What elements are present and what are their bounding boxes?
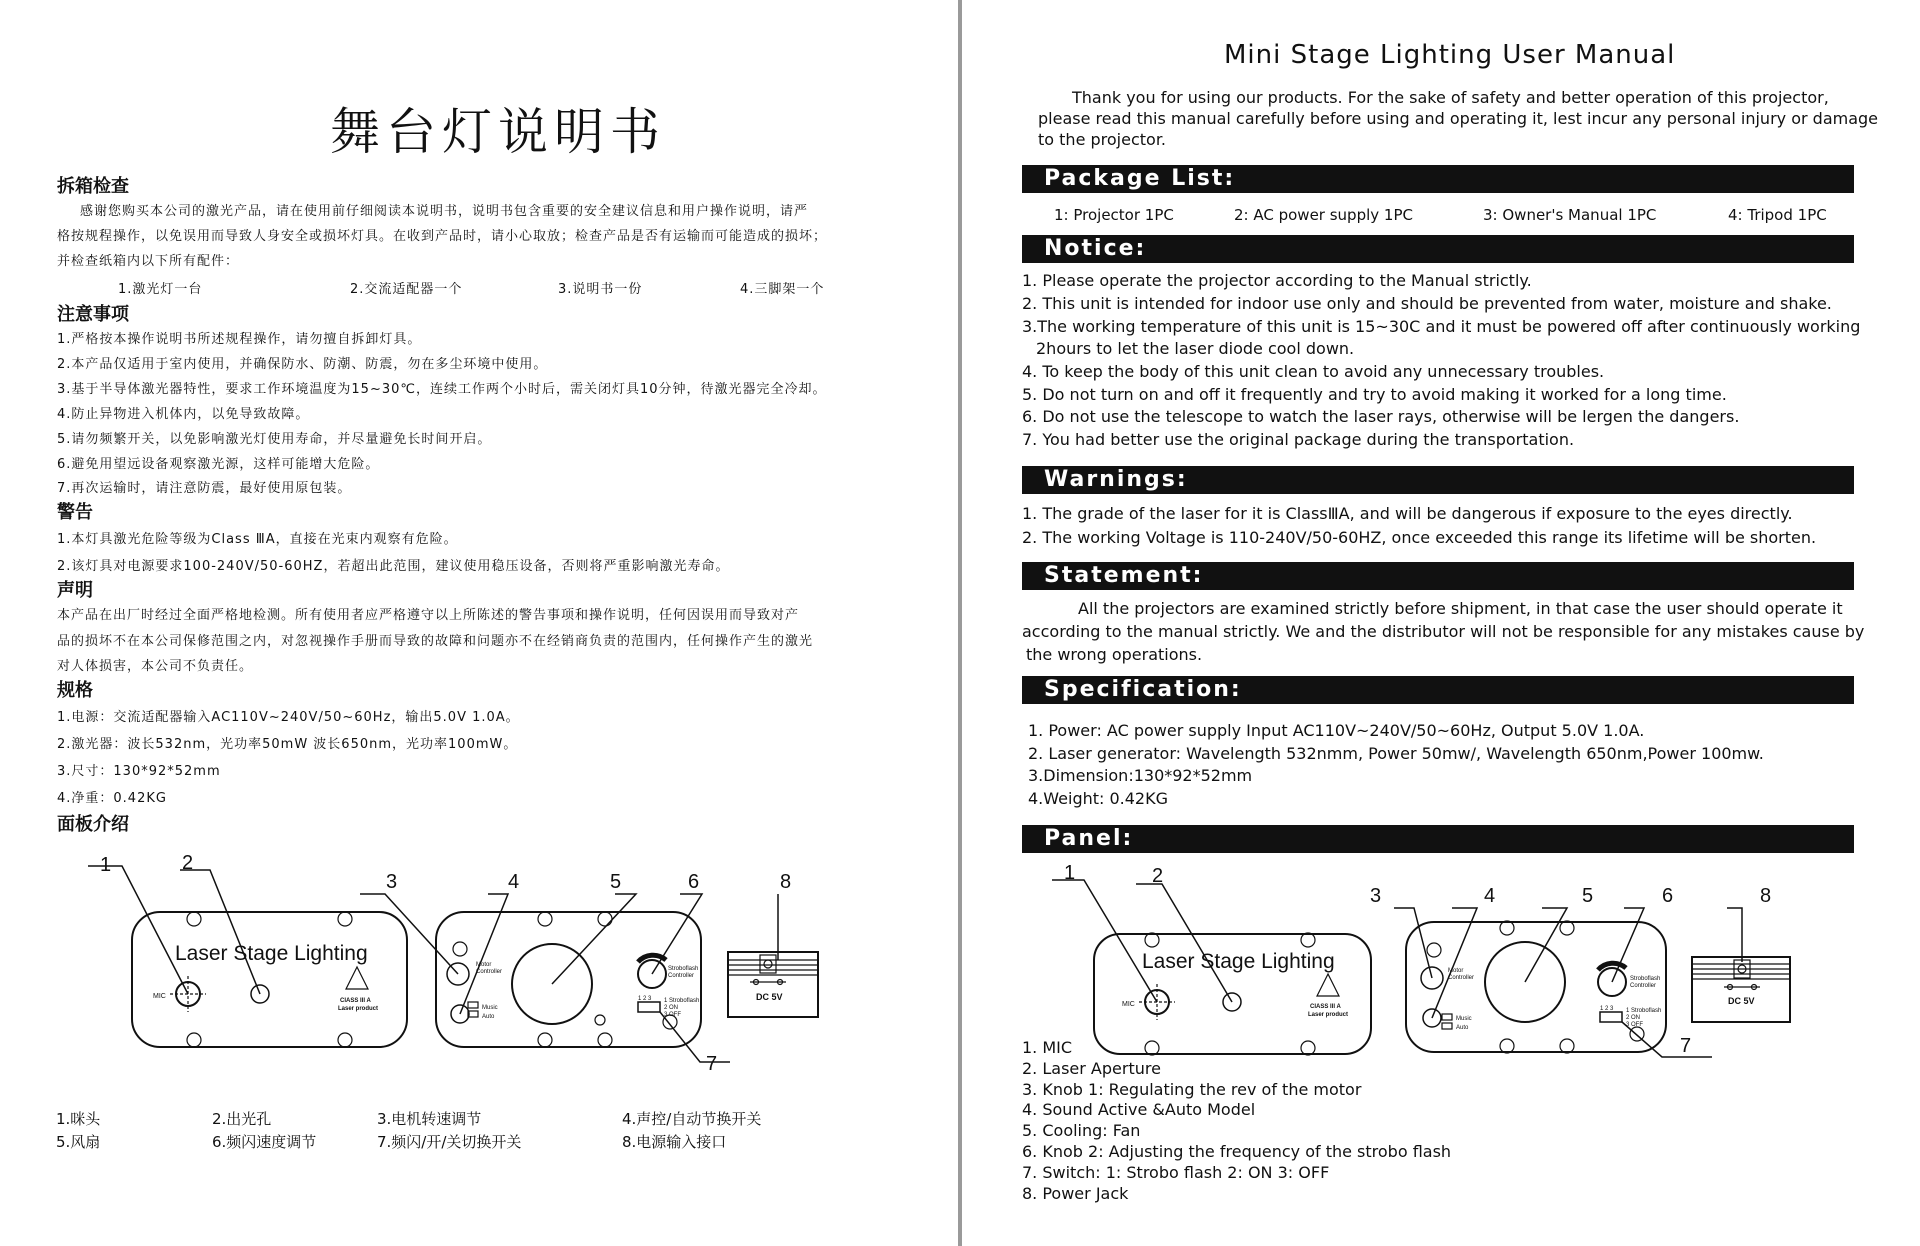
page-title: 舞台灯说明书	[330, 103, 666, 161]
dc-label: DC 5V	[1728, 996, 1755, 1006]
callout-7: 7	[706, 1053, 718, 1075]
package-item: 2: AC power supply 1PC	[1234, 206, 1413, 224]
panel-diagram	[1012, 862, 1792, 1062]
statement-line: 本产品在出厂时经过全面严格地检测。所有使用者应严格遵守以上所陈述的警告事项和操作说明，任何因误用而导致对产	[57, 608, 800, 623]
panel-legend-item: 8.电源输入接口	[622, 1133, 727, 1151]
strobo-label: Controller	[1630, 983, 1657, 989]
panel-legend-item: 3.电机转速调节	[377, 1110, 482, 1128]
laser-product-label: Laser product	[338, 1006, 379, 1012]
warning-item: 2.该灯具对电源要求100-240V/50-60HZ，若超出此范围，建议使用稳压设备，否则将严重影响激光寿命。	[57, 559, 730, 574]
spec-item: 4.净重：0.42KG	[57, 791, 167, 806]
callout-4: 4	[1484, 885, 1496, 907]
callout-2: 2	[1152, 865, 1164, 887]
spec-item: 4.Weight: 0.42KG	[1028, 789, 1168, 808]
package-item: 4: Tripod 1PC	[1728, 206, 1827, 224]
intro-line: please read this manual carefully before using and operating it, lest incur any personal injury or damage	[1038, 109, 1879, 128]
motor-label: Motor	[476, 962, 492, 968]
laser-product-label: Laser product	[1308, 1012, 1349, 1018]
intro-line: to the projector.	[1038, 130, 1167, 149]
panel-legend-item: 5. Cooling: Fan	[1022, 1121, 1141, 1140]
unpack-line: 感谢您购买本公司的激光产品，请在使用前仔细阅读本说明书，说明书包含重要的安全建议信息和用户操作说明，请严	[80, 204, 809, 219]
accessory-item: 1.激光灯一台	[118, 282, 203, 297]
notice-item: 2.本产品仅适用于室内使用，并确保防水、防潮、防震，勿在多尘环境中使用。	[57, 357, 548, 372]
class-label: CIASS III A	[340, 998, 371, 1004]
spec-item: 3.Dimension:130*92*52mm	[1028, 766, 1253, 785]
strobo-label: Stroboflash	[1630, 976, 1661, 982]
notice-item: 4.防止异物进入机体内，以免导致故障。	[57, 407, 310, 422]
notice-item: 6.避免用望远设备观察激光源，这样可能增大危险。	[57, 457, 380, 472]
switch-numbers: 1 2 3	[638, 996, 652, 1002]
callout-8: 8	[780, 871, 792, 893]
front-housing	[132, 912, 407, 1047]
notice-item: 3.基于半导体激光器特性，要求工作环境温度为15~30℃，连续工作两个小时后，需关闭灯具10分钟，待激光器完全冷却。	[57, 382, 827, 397]
spec-heading: Specification:	[1022, 676, 1854, 704]
switch-label: 3 OFF	[1626, 1022, 1644, 1028]
music-label: Music	[482, 1005, 498, 1011]
statement-line: according to the manual strictly. We and the distributor will not be responsible for any mistakes cause by	[1022, 622, 1865, 641]
notice-item: 1. Please operate the projector according to the Manual strictly.	[1022, 271, 1532, 290]
class-label: CIASS III A	[1310, 1004, 1341, 1010]
statement-heading: 声明	[57, 580, 93, 601]
motor-label: Motor	[1448, 968, 1464, 974]
callout-5: 5	[610, 871, 622, 893]
auto-label: Auto	[1456, 1025, 1469, 1031]
chinese-manual-page	[0, 0, 958, 1246]
callout-6: 6	[1662, 885, 1674, 907]
spec-item: 1. Power: AC power supply Input AC110V~240V/50~60Hz, Output 5.0V 1.0A.	[1028, 721, 1645, 740]
accessory-item: 4.三脚架一个	[740, 282, 825, 297]
panel-legend-item: 7.频闪/开/关切换开关	[377, 1133, 522, 1151]
statement-heading: Statement:	[1022, 562, 1854, 590]
motor-label: Controller	[1448, 975, 1475, 981]
switch-label: 2 ON	[664, 1005, 679, 1011]
warning-item: 1.本灯具激光危险等级为Class ⅢA，直接在光束内观察有危险。	[57, 532, 458, 547]
notice-item: 3.The working temperature of this unit is 15~30C and it must be powered off after continuously working	[1022, 317, 1861, 336]
unpack-line: 格按规程操作，以免误用而导致人身安全或损坏灯具。在收到产品时，请小心取放；检查产品是否有运输而可能造成的损坏；	[57, 229, 828, 244]
statement-line: 对人体损害，本公司不负责任。	[57, 659, 254, 674]
package-heading: Package List:	[1022, 165, 1854, 193]
panel-legend-item: 4.声控/自动节换开关	[622, 1110, 762, 1128]
unpack-heading: 拆箱检查	[57, 176, 129, 197]
spec-heading: 规格	[57, 680, 93, 701]
notice-item: 2hours to let the laser diode cool down.	[1036, 339, 1355, 358]
panel-legend-item: 1. MIC	[1022, 1038, 1073, 1057]
switch-label: 3 OFF	[664, 1012, 682, 1018]
device-label: Laser Stage Lighting	[1142, 950, 1335, 973]
notice-item: 4. To keep the body of this unit clean to avoid any unnecessary troubles.	[1022, 362, 1605, 381]
accessory-item: 3.说明书一份	[558, 282, 643, 297]
statement-line: 品的损坏不在本公司保修范围之内，对忽视操作手册而导致的故障和问题亦不在经销商负责的范围内，任何操作产生的激光	[57, 634, 814, 649]
unpack-line: 并检查纸箱内以下所有配件：	[57, 254, 240, 269]
package-item: 1: Projector 1PC	[1054, 206, 1174, 224]
page-title: Mini Stage Lighting User Manual	[1224, 40, 1676, 70]
notice-item: 5.请勿频繁开关，以免影响激光灯使用寿命，并尽量避免长时间开启。	[57, 432, 492, 447]
spec-item: 2.激光器：波长532nm，光功率50mW 波长650nm，光功率100mW。	[57, 737, 518, 752]
callout-1: 1	[100, 854, 112, 876]
callout-8: 8	[1760, 885, 1772, 907]
mic-label: MIC	[153, 993, 166, 1000]
package-item: 3: Owner's Manual 1PC	[1483, 206, 1657, 224]
rear-housing	[436, 912, 701, 1047]
accessory-item: 2.交流适配器一个	[350, 282, 463, 297]
panel-diagram	[70, 852, 850, 1082]
callout-7: 7	[1680, 1035, 1692, 1057]
warnings-heading: Warnings:	[1022, 466, 1854, 494]
switch-label: 1 Stroboflash	[664, 998, 700, 1004]
strobo-label: Controller	[668, 973, 695, 979]
auto-label: Auto	[482, 1014, 495, 1020]
english-manual-page	[962, 0, 1920, 1246]
statement-line: All the projectors are examined strictly before shipment, in that case the user should operate it	[1078, 599, 1843, 618]
panel-legend-item: 3. Knob 1: Regulating the rev of the motor	[1022, 1080, 1362, 1099]
panel-heading: Panel:	[1022, 825, 1854, 853]
panel-legend-item: 6. Knob 2: Adjusting the frequency of the strobo flash	[1022, 1142, 1452, 1161]
intro-line: Thank you for using our products. For the sake of safety and better operation of this projector,	[1072, 88, 1829, 107]
warning-item: 1. The grade of the laser for it is ClassⅢA, and will be dangerous if exposure to the eyes directly.	[1022, 504, 1793, 523]
motor-label: Controller	[476, 969, 503, 975]
switch-label: 2 ON	[1626, 1015, 1641, 1021]
strobo-label: Stroboflash	[668, 966, 699, 972]
notice-item: 6. Do not use the telescope to watch the laser rays, otherwise will be lergen the dangers.	[1022, 407, 1740, 426]
power-jack-box	[1692, 957, 1790, 1022]
notice-item: 7.再次运输时，请注意防震，最好使用原包装。	[57, 481, 352, 496]
panel-legend-item: 2. Laser Aperture	[1022, 1059, 1161, 1078]
warning-item: 2. The working Voltage is 110-240V/50-60HZ, once exceeded this range its lifetime will be shorten.	[1022, 528, 1817, 547]
panel-legend-item: 6.频闪速度调节	[212, 1133, 317, 1151]
warning-heading: 警告	[57, 502, 93, 523]
panel-legend-item: 8. Power Jack	[1022, 1184, 1129, 1203]
notice-item: 2. This unit is intended for indoor use only and should be prevented from water, moisture and shake.	[1022, 294, 1832, 313]
callout-6: 6	[688, 871, 700, 893]
spec-item: 3.尺寸：130*92*52mm	[57, 764, 221, 779]
switch-numbers: 1 2 3	[1600, 1006, 1614, 1012]
music-label: Music	[1456, 1016, 1472, 1022]
panel-legend-item: 5.风扇	[56, 1133, 101, 1151]
callout-2: 2	[182, 852, 194, 874]
notice-item: 5. Do not turn on and off it frequently and try to avoid making it worked for a long time.	[1022, 385, 1727, 404]
notice-heading: 注意事项	[57, 304, 129, 325]
spec-item: 1.电源：交流适配器输入AC110V~240V/50~60Hz，输出5.0V 1.0A。	[57, 710, 520, 725]
panel-legend-item: 1.咪头	[56, 1110, 101, 1128]
callout-5: 5	[1582, 885, 1594, 907]
callout-1: 1	[1064, 862, 1076, 884]
statement-line: the wrong operations.	[1026, 645, 1203, 664]
callout-3: 3	[386, 871, 398, 893]
panel-legend-item: 4. Sound Active &Auto Model	[1022, 1100, 1256, 1119]
switch-label: 1 Stroboflash	[1626, 1008, 1662, 1014]
spec-item: 2. Laser generator: Wavelength 532nmm, Power 50mw/, Wavelength 650nm,Power 100mw.	[1028, 744, 1764, 763]
callout-3: 3	[1370, 885, 1382, 907]
notice-heading: Notice:	[1022, 235, 1854, 263]
panel-legend-item: 7. Switch: 1: Strobo flash 2: ON 3: OFF	[1022, 1163, 1330, 1182]
notice-item: 7. You had better use the original package during the transportation.	[1022, 430, 1575, 449]
notice-item: 1.严格按本操作说明书所述规程操作，请勿擅自拆卸灯具。	[57, 332, 422, 347]
panel-legend-item: 2.出光孔	[212, 1110, 272, 1128]
power-jack-box	[728, 952, 818, 1017]
panel-heading: 面板介绍	[57, 814, 129, 835]
device-label: Laser Stage Lighting	[175, 942, 368, 965]
callout-4: 4	[508, 871, 520, 893]
mic-label: MIC	[1122, 1001, 1135, 1008]
dc-label: DC 5V	[756, 992, 783, 1002]
